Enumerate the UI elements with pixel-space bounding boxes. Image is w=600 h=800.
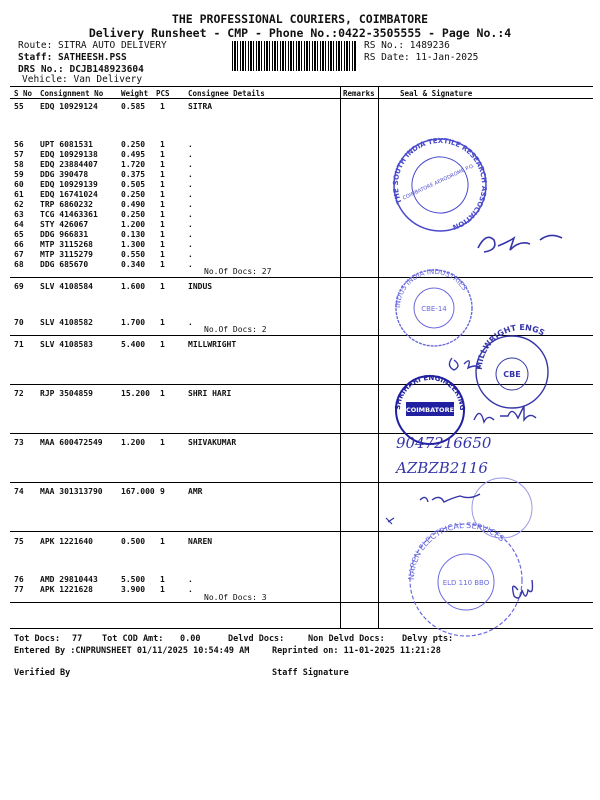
row-sno: 69 [14, 282, 24, 291]
company-title: THE PROFESSIONAL COURIERS, COIMBATORE [171, 12, 429, 26]
row-sno: 56 [14, 140, 24, 149]
col-consignment: Consignment No [40, 89, 104, 98]
row-consignee: INDUS [188, 282, 213, 291]
svg-text:COIMBATORE AERODROME P.O.: COIMBATORE AERODROME P.O. [401, 163, 476, 202]
row-pcs: 1 [160, 170, 165, 179]
row-pcs: 1 [160, 180, 165, 189]
row-sno: 58 [14, 160, 24, 169]
row-weight: 0.250 [121, 140, 146, 149]
row-pcs: 1 [160, 190, 165, 199]
indus-seal-stamp [394, 268, 472, 346]
row-pcs: 1 [160, 389, 165, 398]
row-weight: 1.200 [121, 438, 146, 447]
row-pcs: 1 [160, 230, 165, 239]
row-cons: TRP 6860232 [40, 200, 93, 209]
row-cons: MTP 3115279 [40, 250, 93, 259]
docs-count-sitra: No.Of Docs: 27 [204, 267, 272, 276]
svg-text:MILLWRIGHT ENGS: MILLWRIGHT ENGS [474, 322, 547, 371]
row-weight: 15.200 [121, 389, 150, 398]
total-cod-label: Tot COD Amt: [102, 634, 164, 644]
row-cons: DDG 966831 [40, 230, 89, 239]
row-consignee: . [188, 260, 193, 269]
row-cons: AMD 29810443 [40, 575, 98, 584]
col-remarks: Remarks [343, 89, 375, 98]
row-weight: 3.900 [121, 585, 146, 594]
svg-text:INDUS INDIA INDUSTRIES: INDUS INDIA INDUSTRIES [393, 267, 469, 309]
col-consignee: Consignee Details [188, 89, 265, 98]
shrihari-signature [474, 406, 536, 422]
row-consignee: SITRA [188, 102, 213, 111]
row-sno: 59 [14, 170, 24, 179]
svg-text:CBE: CBE [503, 370, 521, 379]
row-cons: EDQ 23884407 [40, 160, 98, 169]
row-pcs: 1 [160, 140, 165, 149]
delivery-points-label: Delvy pts: [402, 634, 454, 644]
sitra-signature [478, 235, 562, 252]
row-sno: 75 [14, 537, 24, 546]
row-cons: APK 1221640 [40, 537, 93, 546]
row-sno: 63 [14, 210, 24, 219]
col-weight: Weight [121, 89, 149, 98]
row-consignee: . [188, 240, 193, 249]
reprinted-on: Reprinted on: 11-01-2025 11:21:28 [272, 646, 441, 656]
row-weight: 0.585 [121, 102, 146, 111]
row-consignee: . [188, 190, 193, 199]
col-seal: Seal & Signature [400, 89, 473, 98]
svg-text:CBE-14: CBE-14 [421, 305, 447, 313]
shivakumar-phone-handwriting: 9047216650 [396, 434, 492, 452]
vehicle-label: Vehicle: Van Delivery [22, 74, 143, 85]
row-weight: 1.600 [121, 282, 146, 291]
row-pcs: 9 [160, 487, 165, 496]
svg-text:THE SOUTH INDIA TEXTILE RESEAR: THE SOUTH INDIA TEXTILE RESEARCH ASSOCIATION [391, 136, 489, 231]
amr-mark [386, 518, 394, 524]
row-pcs: 1 [160, 240, 165, 249]
row-cons: MTP 3115268 [40, 240, 93, 249]
row-sno: 68 [14, 260, 24, 269]
non-delivered-docs-label: Non Delvd Docs: [308, 634, 385, 644]
row-consignee: . [188, 170, 193, 179]
row-pcs: 1 [160, 210, 165, 219]
runsheet-subtitle: Delivery Runsheet - CMP - Phone No.:0422-3505555 - Page No.:4 [88, 26, 512, 40]
delivered-docs-label: Delvd Docs: [228, 634, 285, 644]
row-weight: 0.250 [121, 190, 146, 199]
total-docs-value: 77 [72, 634, 83, 644]
row-weight: 0.495 [121, 150, 146, 159]
row-sno: 77 [14, 585, 24, 594]
row-consignee: . [188, 250, 193, 259]
row-cons: EDQ 16741024 [40, 190, 98, 199]
row-cons: SLV 4108582 [40, 318, 93, 327]
row-consignee: . [188, 585, 193, 594]
row-weight: 5.500 [121, 575, 146, 584]
rs-number: RS No.: 1489236 [364, 40, 450, 51]
row-cons: UPT 6081531 [40, 140, 93, 149]
row-weight: 0.550 [121, 250, 146, 259]
row-consignee: . [188, 160, 193, 169]
row-consignee: . [188, 200, 193, 209]
svg-text:COIMBATORE: COIMBATORE [405, 406, 455, 414]
col-sno: S No [14, 89, 33, 98]
row-cons: RJP 3504859 [40, 389, 93, 398]
naren-signature [513, 580, 533, 598]
row-cons: DDG 390478 [40, 170, 89, 179]
row-consignee: . [188, 230, 193, 239]
row-cons: EDQ 10929124 [40, 102, 98, 111]
row-cons: MAA 600472549 [40, 438, 103, 447]
row-weight: 0.500 [121, 537, 146, 546]
row-cons: EDQ 10929138 [40, 150, 98, 159]
rs-date: RS Date: 11-Jan-2025 [364, 52, 479, 63]
svg-text:SHRIHARI ENGINEERING: SHRIHARI ENGINEERING [393, 373, 467, 411]
millwright-seal-stamp [475, 323, 548, 408]
docs-count-indus: No.Of Docs: 2 [204, 325, 267, 334]
row-weight: 1.200 [121, 220, 146, 229]
drs-number: DRS No.: DCJB148923604 [18, 64, 144, 75]
row-consignee: . [188, 220, 193, 229]
row-consignee: . [188, 575, 193, 584]
row-weight: 0.250 [121, 210, 146, 219]
row-consignee: SHRI HARI [188, 389, 232, 398]
shivakumar-id-handwriting: AZBZB2116 [396, 459, 488, 477]
col-pcs: PCS [156, 89, 170, 98]
row-sno: 65 [14, 230, 24, 239]
row-sno: 57 [14, 150, 24, 159]
row-sno: 67 [14, 250, 24, 259]
row-pcs: 1 [160, 102, 165, 111]
row-sno: 60 [14, 180, 24, 189]
row-consignee: . [188, 210, 193, 219]
row-cons: SLV 4108583 [40, 340, 93, 349]
row-pcs: 1 [160, 318, 165, 327]
row-sno: 61 [14, 190, 24, 199]
row-weight: 1.700 [121, 318, 146, 327]
row-consignee: SHIVAKUMAR [188, 438, 237, 447]
row-consignee: . [188, 150, 193, 159]
row-pcs: 1 [160, 585, 165, 594]
row-pcs: 1 [160, 282, 165, 291]
row-pcs: 1 [160, 438, 165, 447]
row-pcs: 1 [160, 200, 165, 209]
row-cons: STY 426067 [40, 220, 89, 229]
row-consignee: . [188, 180, 193, 189]
docs-count-naren: No.Of Docs: 3 [204, 593, 267, 602]
row-weight: 0.130 [121, 230, 146, 239]
row-sno: 72 [14, 389, 24, 398]
row-cons: MAA 301313790 [40, 487, 103, 496]
row-sno: 64 [14, 220, 24, 229]
row-pcs: 1 [160, 537, 165, 546]
row-pcs: 1 [160, 160, 165, 169]
row-cons: TCG 41463361 [40, 210, 98, 219]
row-sno: 70 [14, 318, 24, 327]
row-sno: 62 [14, 200, 24, 209]
row-pcs: 1 [160, 150, 165, 159]
row-cons: EDQ 10929139 [40, 180, 98, 189]
verified-by: Verified By [14, 668, 71, 678]
row-weight: 0.340 [121, 260, 146, 269]
row-sno: 74 [14, 487, 24, 496]
sitra-seal-stamp [376, 121, 504, 249]
staff-label: Staff: SATHEESH.PSS [18, 52, 127, 63]
row-weight: 1.300 [121, 240, 146, 249]
svg-text:NAREN ELECTRICAL SERVICES: NAREN ELECTRICAL SERVICES [406, 520, 507, 581]
staff-signature: Staff Signature [272, 668, 349, 678]
row-weight: 167.000 [121, 487, 155, 496]
row-sno: 66 [14, 240, 24, 249]
row-weight: 0.505 [121, 180, 146, 189]
row-consignee: AMR [188, 487, 203, 496]
row-sno: 71 [14, 340, 24, 349]
row-cons: APK 1221628 [40, 585, 93, 594]
row-weight: 5.400 [121, 340, 146, 349]
svg-text:ELD 110 BBO: ELD 110 BBO [442, 579, 490, 587]
row-weight: 0.490 [121, 200, 146, 209]
amr-signature [420, 494, 480, 502]
row-sno: 73 [14, 438, 24, 447]
row-pcs: 1 [160, 250, 165, 259]
total-docs-label: Tot Docs: [14, 634, 61, 644]
row-sno: 55 [14, 102, 24, 111]
total-cod-value: 0.00 [180, 634, 201, 644]
entered-by: Entered By :CNPRUNSHEET 01/11/2025 10:54:49 AM [14, 646, 250, 656]
route-label: Route: SITRA AUTO DELIVERY [18, 40, 167, 51]
row-consignee: MILLWRIGHT [188, 340, 237, 349]
row-consignee: . [188, 140, 193, 149]
row-pcs: 1 [160, 220, 165, 229]
row-cons: SLV 4108584 [40, 282, 93, 291]
row-weight: 1.720 [121, 160, 146, 169]
row-sno: 76 [14, 575, 24, 584]
row-pcs: 1 [160, 260, 165, 269]
row-consignee: NAREN [188, 537, 213, 546]
row-pcs: 1 [160, 575, 165, 584]
row-weight: 0.375 [121, 170, 146, 179]
row-pcs: 1 [160, 340, 165, 349]
row-consignee: . [188, 318, 193, 327]
row-cons: DDG 685670 [40, 260, 89, 269]
